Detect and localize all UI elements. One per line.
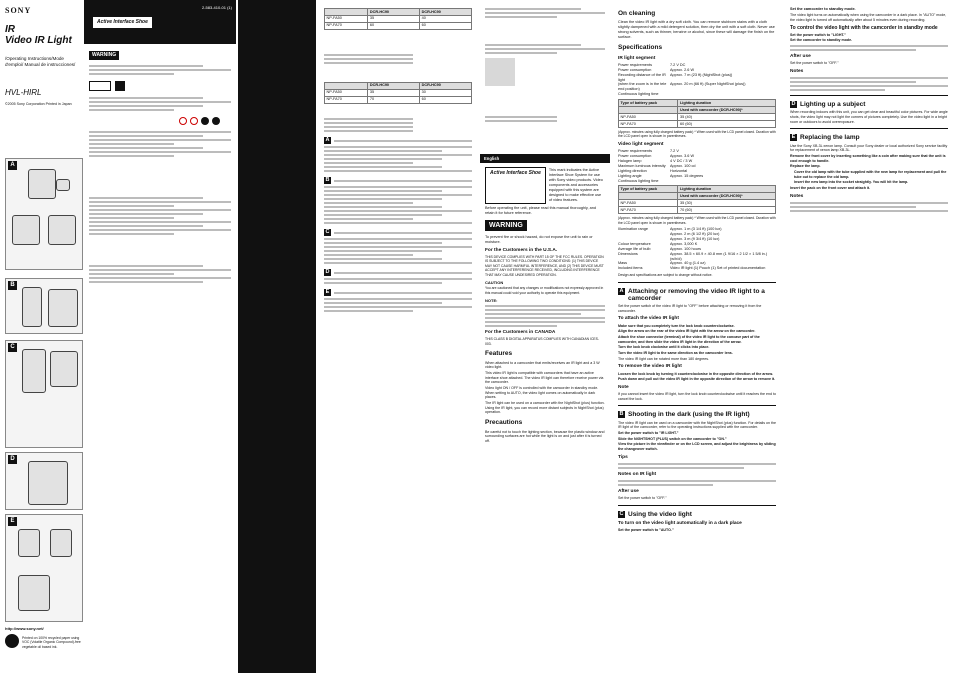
lamp-illustration (18, 529, 40, 557)
rotate-note: The video IR light can be rotated more than 180 degrees. (618, 356, 710, 361)
instruction-icon (212, 117, 220, 125)
note-title: Note (618, 384, 629, 390)
japanese-column (84, 0, 236, 673)
warning-icons (89, 81, 231, 91)
caution-text: You are cautioned that any changes or modifications not expressly approved in this manual could void your authority to operate this equipment. (485, 286, 604, 295)
video-specs: Power requirements 7.2 V Power consumption Approx. 3.6 W Halogen lamp 4 V DC / 3 W Maximum luminous intensity Approx. 100 cd Lighting direction Horizontal Lighting angle Approx. 15 degrees Continuous lighting time (618, 149, 704, 183)
list-item: Set the camcorder to standby mode. (790, 38, 853, 43)
notes-title-2: Notes (790, 193, 804, 199)
section-e-title: Replacing the lamp (800, 134, 860, 142)
after-use-title-2: After use (790, 54, 811, 60)
after-use-text-2: Set the power switch to "OFF." (790, 61, 839, 66)
tips-title: Tips (618, 454, 628, 460)
control-title: To control the video light with the camcorder in standby mode (790, 25, 938, 32)
section-b-title: Shooting in the dark (using the IR light) (628, 411, 750, 419)
notes-title: Notes (790, 69, 804, 75)
remove-title: To remove the video IR light (618, 364, 682, 370)
placeholder-image (485, 58, 515, 86)
prohibit-icon (179, 117, 187, 125)
camcorder-illustration (48, 215, 76, 245)
section-c-label: C (619, 510, 624, 517)
eco-icon (5, 634, 19, 648)
list-item: Replace the lamp. (790, 164, 821, 169)
list-item: Loosen the lock knob by turning it counterclockwise in the opposite direction of the arrow. (618, 371, 774, 376)
usa-text: THIS DEVICE COMPLIES WITH PART 15 OF THE FCC RULES. OPERATION IS SUBJECT TO THE FOLLOWING TWO CONDITIONS: (1) THIS DEVICE MAY NOT CAUSE HARMFUL INTERFERENCE, AND (2) THIS DEVICE MUST ACCEPT ANY INTERFERENCE RECEIVED, INCLUDING INTERFERENCE THAT MAY CAUSE UNDESIRED OPERATION. (485, 254, 604, 277)
figure-d-label: D (8, 455, 17, 464)
product-subtitle: /Operating Instructions/Mode d'emploi/ Manual de instrucciones/ (5, 56, 76, 68)
japanese-header (84, 0, 236, 44)
warning-box-icon (89, 81, 111, 91)
section-d-text: When recording indoors with this unit, you can get clear and beautiful color pictures. For wide angle shots, the video light may not light the corners of pictures completely. Use the video light in a bright room or outdoors to avoid overexposure. (790, 110, 948, 124)
section-c-title: Using the video light (628, 510, 692, 518)
figure-e-label: E (8, 517, 17, 526)
model-code: 2-583-410-01 (1) (201, 5, 232, 10)
specs-title: Specifications (618, 44, 663, 52)
remove-steps (618, 372, 776, 382)
intro-block (485, 167, 605, 203)
intro-text-2: Before operating the unit, please read this manual thoroughly, and retain it for future reference. (485, 205, 596, 215)
figure-c (5, 340, 83, 448)
section-a-intro: Set the power switch of the video IR light to "OFF" before attaching or removing it from the camcorder. (618, 304, 762, 313)
section-b-intro: The video IR light can be used on a camcorder with the NightShot (plus) function. For details on the IR light of the camcorder, refer to the operating instructions supplied with the camcorder. (618, 420, 777, 430)
camcorder-illustration (48, 289, 78, 327)
section-d-jp-label: D (325, 268, 330, 275)
after-use-text: Set the power switch to "OFF." (618, 496, 667, 501)
section-c-jp-label: C (325, 228, 330, 235)
section-b-jp-label: B (325, 176, 330, 183)
on-cleaning-title: On cleaning (618, 10, 656, 17)
figure-a (5, 158, 83, 270)
on-cleaning-text: Clean the video IR light with a dry soft cloth. You can remove stubborn stains with a cloth slightly dampened with a mild detergent solution, then dry the unit with a soft cloth. Never use strong solvents, such as thinner, benzine or alcohol, since these will damage the finish on the surface. (618, 20, 775, 40)
notes-ir-title: Notes on IR light (618, 471, 657, 477)
section-d-label: D (791, 101, 796, 108)
section-e-jp-label: E (325, 288, 330, 295)
list-item: This video IR light is compatible with camcorders that have an active interface shoe attached. The video IR light can therefore receive power via the camcorder. (485, 371, 604, 385)
ir-light-illustration (56, 179, 70, 191)
list-item: Make sure that you completely turn the lock knob counterclockwise. (618, 323, 735, 328)
note-label: NOTE: (485, 298, 498, 304)
precautions-text: Be careful not to touch the lighting section, because the plastic window and surrounding surfaces are hot while the light is on and just after it is turned off. (485, 429, 605, 443)
warning-text: To prevent fire or shock hazard, do not expose the unit to rain or moisture. (485, 234, 593, 244)
intro-text: This mark indicates the Active Interface Shoe System for use with Sony video products. Video components and accessories equipped with this system are designed to make effective use of video features. (548, 168, 603, 202)
caution-icon (115, 81, 125, 91)
section-e-steps (790, 154, 948, 191)
japanese-instructions-column (318, 0, 478, 673)
section-c-sub: To turn on the video light automatically in a dark place (618, 521, 742, 527)
section-a-label: A (619, 287, 624, 294)
camcorder-illustration (12, 215, 40, 245)
section-b-steps (618, 431, 776, 452)
canada-text: THIS CLASS B DIGITAL APPARATUS COMPLIES WITH CANADIAN ICES-003. (485, 337, 600, 346)
jp-lighting-table-2: DCR-HC90 DCR-HC90 NP-FA50 35 30 NP-FA70 70 60 (324, 82, 472, 104)
spec-table-note: (Approx. minutes using fully charged battery pack) * When used with the LCD panel closed. Duration with the LCD panel open is shown in parentheses. (618, 129, 776, 139)
remove-note: If you cannot insert the video IR light, turn the lock knob counterclockwise until it reaches the end to cancel the lock. (618, 392, 777, 401)
prohibit-icon (190, 117, 198, 125)
sony-logo: SONY (5, 6, 32, 15)
instruction-icon (201, 117, 209, 125)
black-strip (238, 0, 316, 673)
ir-specs: Power requirements 7.2 V DC Power consumption Approx. 2.6 W Recording distance of the IR light Approx. 7 m (23 ft) (NightShot (plus)) (when the zoom is in the tele end position) Approx. 20 m (66 ft) (Super NightShot (plus)) Continuous lighting time (618, 62, 746, 97)
sections-column (784, 0, 954, 673)
japanese-body (84, 44, 236, 289)
col7-step2: Set the camcorder to standby mode. (790, 7, 856, 11)
section-c-step1: Set the power switch to "AUTO." (618, 528, 674, 533)
english-tab: English (480, 154, 610, 163)
eco-text: Printed on 100% recycled paper using VOC (Volatile Organic Compound)-free vegetable oil based ink. (22, 636, 81, 649)
figure-b-label: B (8, 281, 17, 290)
product-title: IR Video IR Light (5, 24, 72, 47)
web-address: http://www.sony.net/ (5, 626, 44, 631)
attach-title: To attach the video IR light (618, 316, 679, 322)
subject-illustration (28, 461, 68, 505)
list-item: Cover the old lamp with the tube supplied with the new lamp for replacement and pull the tube out to replace the old lamp. (794, 169, 947, 179)
list-item: Attach the shoe connector (terminal) of the video IR light to the concave part of the camcorder, and then slide the video IR light in the direction of the arrow. (618, 334, 760, 344)
design-note: Design and specifications are subject to change without notice. (618, 273, 713, 278)
figure-d (5, 452, 83, 510)
features-title: Features (485, 350, 513, 358)
list-item: When attached to a camcorder that emits/receives an IR light and a 3 W video light. (485, 360, 600, 370)
control-steps (790, 33, 948, 43)
specs-column (612, 0, 782, 673)
ir-lighting-table: Type of battery pack Lighting duration Used with camcorder (DCR-HC90)* NP-FA50 35 (40) NP-FA70 60 (60) (618, 99, 776, 128)
section-d-title: Lighting up a subject (800, 101, 866, 109)
section-a-jp-label: A (325, 136, 330, 143)
ir-segment-title: IR light segment (618, 55, 656, 61)
active-interface-shoe-logo: Active Interface Shoe (92, 16, 153, 29)
after-use-title: After use (618, 489, 639, 495)
english-intro-column (480, 0, 610, 673)
video-segment-title: Video light segment (618, 141, 664, 147)
list-item: Video light ON / OFF is controlled with the camcorder in standby mode. When setting to AUTO, the video light comes on automatically in dark places. (485, 386, 599, 400)
safety-symbols (179, 117, 231, 125)
list-item: The IR light can be used on a camcorder with the NightShot (plus) function. Using the IR light, you can record more distant subjects in NightShot (plus) operation. (485, 401, 605, 415)
warning-heading-jp: WARNING (89, 51, 119, 60)
col7-step2-text: The video light turns on automatically when using the camcorder in a dark place. In "AUTO" mode, the video light is turned off automatically after about 5 minutes even during recording. (790, 12, 947, 22)
attach-steps (618, 324, 776, 356)
camcorder-illustration (28, 169, 56, 199)
list-item: Set the power switch to "LIGHT." (790, 32, 846, 37)
lamp-illustration (50, 529, 72, 557)
switch-illustration (22, 349, 46, 393)
jp-lighting-table: DCR-HC90 DCR-HC90 NP-FA50 35 40 NP-FA70 60 60 (324, 8, 472, 30)
canada-title: For the Customers in CANADA (485, 330, 556, 336)
list-item: Remove the front cover by inserting something like a coin after making sure that the unit is cool enough to handle. (790, 153, 946, 163)
section-b-label: B (619, 411, 624, 418)
active-interface-shoe-logo-en: Active Interface Shoe (485, 167, 546, 203)
usa-title: For the Customers in the U.S.A. (485, 247, 558, 253)
figure-c-label: C (8, 343, 17, 352)
features-list (485, 361, 605, 415)
caution-label: CAUTION (485, 280, 504, 286)
lamp-illustration (18, 575, 50, 611)
list-item: Insert the pack on the front cover and attach it. (790, 185, 871, 190)
list-item: View the picture in the viewfinder or on the LCD screen, and adjust the brightness by sliding the changeover switch. (618, 442, 776, 451)
cover-column (0, 0, 84, 673)
camcorder-illustration (50, 351, 78, 387)
illumination-specs: Illumination range Approx. 1 m (3 1/4 ft) (100 lux) Approx. 2 m (6 1/2 ft) (20 lux) Approx. 3 m (9 3/4 ft) (10 lux) Colour temperature Approx. 3,000 K Average life of bulb Approx. 100 hours Dimensions Approx. 38.5 × 60.9 × 40.8 mm (1 9/16 × 2 1/2 × 1 5/8 in.) (w/h/d) Mass Approx. 40 g (1.4 oz) Included items Video IR light (1) Pouch (1) Set of printed documentation (618, 227, 768, 271)
spec-table2-note: (Approx. minutes using fully charged battery pack) * When used with the LCD panel closed. Duration with the LCD panel open is shown in parentheses. (618, 216, 776, 225)
section-a-title: Attaching or removing the video IR light to a camcorder (628, 287, 765, 302)
section-e-text: Use the Sony XB-3L xenon lamp. Consult your Sony dealer or local authorized Sony service facility for replacement of xenon lamp XB-3L. (790, 143, 948, 153)
switch-illustration (22, 287, 42, 327)
copyright: ©2005 Sony Corporation Printed in Japan (5, 101, 72, 106)
list-item: Insert the new lamp into the socket straightly. You will hit the lamp. (794, 180, 909, 185)
list-item: Align the arrow on the rear of the video IR light with the arrow on the camcorder. (618, 329, 756, 334)
figure-e (5, 514, 83, 622)
list-item: Turn the video IR light to the same direction as the camcorder lens. (618, 350, 733, 355)
precautions-title: Precautions (485, 419, 523, 427)
list-item: Turn the lock knob clockwise until it clicks into place. (618, 345, 710, 350)
warning-heading: WARNING (485, 220, 527, 231)
list-item: Slide the NIGHTSHOT (PLUS) switch on the camcorder to "ON." (618, 436, 727, 441)
list-item: Push down and pull out the video IR light in the opposite direction of the arrow to remove it. (618, 377, 776, 382)
list-item: Set the power switch to "IR LIGHT." (618, 430, 679, 435)
figure-b (5, 278, 83, 334)
section-e-label: E (791, 134, 796, 141)
video-lighting-table: Type of battery pack Lighting duration Used with camcorder (DCR-HC90)* NP-FA50 35 (30) NP-FA70 70 (60) (618, 185, 776, 214)
model-name: HVL-HIRL (5, 88, 42, 98)
figure-a-label: A (8, 161, 17, 170)
